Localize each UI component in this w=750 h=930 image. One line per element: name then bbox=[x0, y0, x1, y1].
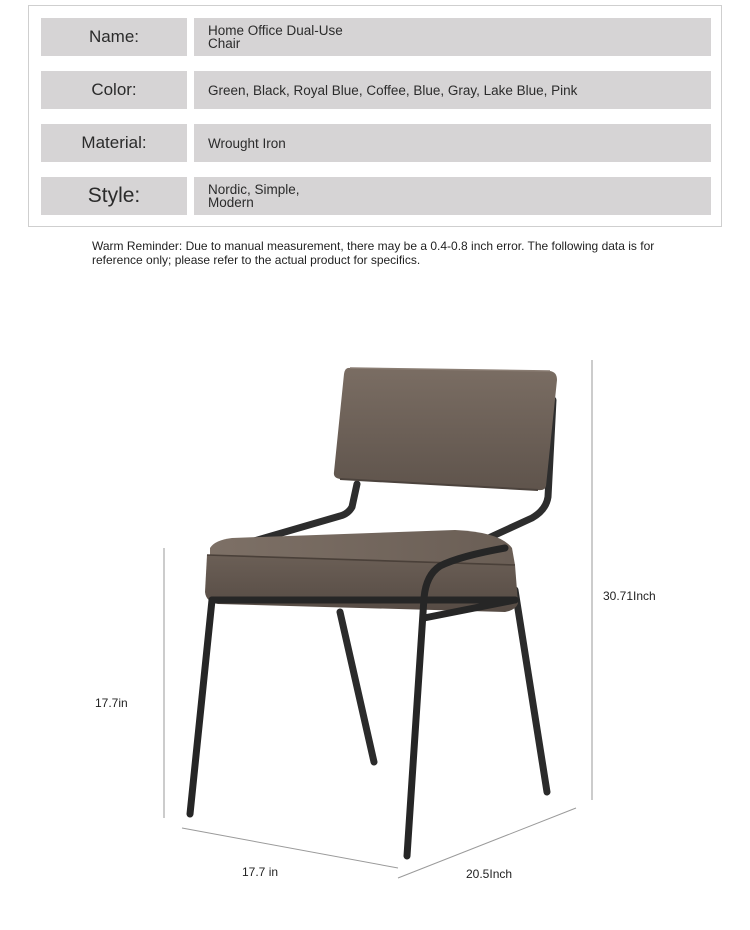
spec-label-name: Name: bbox=[41, 18, 187, 56]
spec-value-style-line2: Modern bbox=[208, 195, 254, 210]
warm-reminder: Warm Reminder: Due to manual measurement, there may be a 0.4-0.8 inch error. The following data is for reference only; please refer to the actual product for specifics. bbox=[92, 239, 655, 267]
spec-label-style: Style: bbox=[41, 177, 187, 215]
spec-label-color: Color: bbox=[41, 71, 187, 109]
dimension-line-width bbox=[182, 828, 398, 868]
dimension-depth-label: 20.5Inch bbox=[466, 867, 513, 881]
dimension-seat-height-label: 17.7in bbox=[95, 696, 128, 710]
spec-value-material: Wrought Iron bbox=[194, 124, 711, 162]
dimension-width-label: 17.7 in bbox=[242, 865, 279, 879]
dimension-total-height-label: 30.71Inch bbox=[603, 589, 656, 603]
spec-value-name-line2: Chair bbox=[208, 36, 241, 51]
spec-value-style-line1: Nordic, Simple, bbox=[208, 182, 300, 197]
spec-value-color: Green, Black, Royal Blue, Coffee, Blue, Gray, Lake Blue, Pink bbox=[194, 71, 711, 109]
spec-value-name-line1: Home Office Dual-Use bbox=[208, 23, 343, 38]
spec-label-material: Material: bbox=[41, 124, 187, 162]
chair-back-legs bbox=[340, 590, 547, 792]
chair-backrest bbox=[334, 368, 557, 490]
